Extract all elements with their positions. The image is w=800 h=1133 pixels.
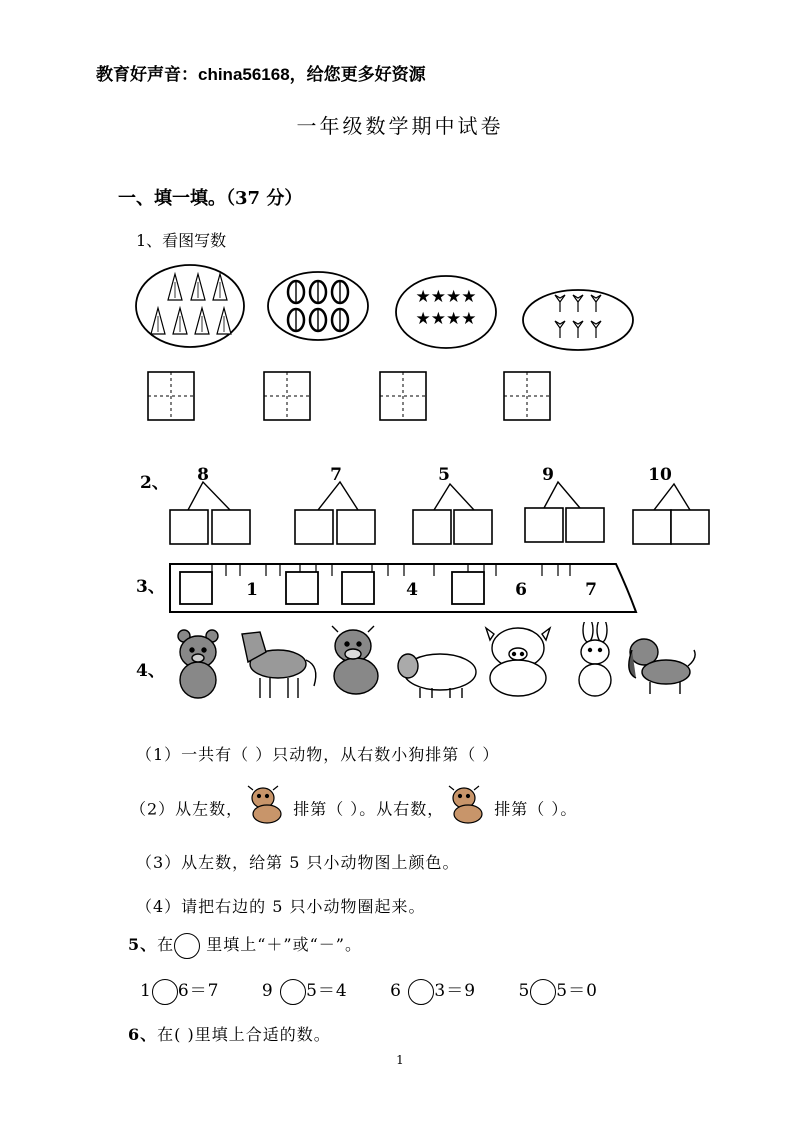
- ruler-number: 6: [515, 580, 527, 600]
- q2-box-left[interactable]: [170, 510, 208, 544]
- q2-number: 9: [542, 465, 554, 485]
- sheep-icon: [398, 654, 476, 698]
- q6-heading: [128, 1022, 331, 1045]
- q2-box-right[interactable]: [212, 510, 250, 544]
- q3-ruler: [166, 560, 642, 618]
- q2-split-diagrams: [160, 462, 720, 552]
- section-heading: 一、填一填。（37 分）: [118, 188, 303, 209]
- q2-label: 2、: [140, 473, 169, 493]
- q2-number: 10: [648, 465, 672, 485]
- ruler-number: 1: [246, 580, 258, 600]
- bamboo-shoot-group: [136, 265, 244, 347]
- equation: 1 6＝7: [140, 981, 226, 1001]
- horse-icon: [242, 632, 316, 698]
- ruler-box[interactable]: [452, 572, 484, 604]
- star-group: [396, 276, 496, 348]
- ruler-number: 7: [585, 580, 597, 600]
- ruler-box[interactable]: [180, 572, 212, 604]
- flower-group: [523, 290, 633, 350]
- q4-sub4: （4）请把右边的 5 只小动物圈起来。: [136, 897, 426, 916]
- operator-circle[interactable]: [152, 979, 178, 1005]
- q5-text-b: 里填上“＋”或“－”。: [200, 935, 362, 954]
- q2-box-left[interactable]: [413, 510, 451, 544]
- flower-icon: [555, 295, 565, 312]
- header-note: 教育好声音：china56168，给您更多好资源: [96, 65, 426, 84]
- q2-number: 8: [197, 465, 209, 485]
- q2-box-right[interactable]: [671, 510, 709, 544]
- dog-icon: [629, 639, 695, 694]
- rabbit-icon: [579, 622, 611, 696]
- flower-icon: [591, 321, 601, 338]
- ruler-number: 4: [406, 580, 418, 600]
- q3-label: 3、: [136, 577, 165, 597]
- cow-icon: [444, 796, 494, 824]
- q2-box-right[interactable]: [566, 508, 604, 542]
- bear-icon: [178, 630, 218, 698]
- q4-sub1: （1）一共有（ ）只动物，从右数小狗排第（ ）: [136, 745, 500, 764]
- q2-box-left[interactable]: [633, 510, 671, 544]
- q2-box-left[interactable]: [525, 508, 563, 542]
- q1-label: 1、看图写数: [136, 231, 227, 250]
- operator-circle[interactable]: [280, 979, 306, 1005]
- q4-sub2-part-b: 排第（ ）。从右数，: [293, 799, 445, 819]
- page-number: 1: [396, 1053, 404, 1067]
- operator-circle[interactable]: [408, 979, 434, 1005]
- q2-number: 7: [330, 465, 342, 485]
- q5-heading: [128, 932, 362, 959]
- ruler-box[interactable]: [286, 572, 318, 604]
- ruler-box[interactable]: [342, 572, 374, 604]
- q1-answer-boxes: [140, 368, 560, 426]
- q2-box-right[interactable]: [454, 510, 492, 544]
- drum-group: [268, 272, 368, 340]
- q4-sub2-part-c: 排第（ ）。: [494, 799, 578, 819]
- flower-icon: [573, 295, 583, 312]
- circle-icon: [174, 933, 200, 959]
- pig-icon: [486, 628, 550, 696]
- q2-box-right[interactable]: [337, 510, 375, 544]
- q2-box-left[interactable]: [295, 510, 333, 544]
- flower-icon: [555, 321, 565, 338]
- q5-number: 5、: [128, 935, 158, 954]
- flower-icon: [573, 321, 583, 338]
- q6-text: 在( )里填上合适的数。: [157, 1025, 331, 1044]
- page-title: 一年级数学期中试卷: [296, 114, 504, 138]
- operator-circle[interactable]: [530, 979, 556, 1005]
- star-icon: ★★★★: [415, 287, 477, 307]
- q4-sub2: [130, 796, 577, 824]
- equation: 9 5＝4: [262, 981, 354, 1001]
- cow-icon: [332, 626, 378, 694]
- q4-sub2-part-a: （2）从左数，: [130, 799, 244, 819]
- q5-equations: [140, 976, 598, 1005]
- q4-label: 4、: [136, 661, 165, 681]
- q4-animal-row: [168, 622, 698, 702]
- star-icon: ★★★★: [415, 309, 477, 329]
- flower-icon: [591, 295, 601, 312]
- q6-number: 6、: [128, 1025, 158, 1044]
- q1-picture-groups: [130, 262, 650, 362]
- equation: 6 3＝9: [390, 981, 482, 1001]
- q4-sub3: （3）从左数，给第 5 只小动物图上颜色。: [136, 853, 460, 872]
- cow-icon: [243, 796, 293, 824]
- q5-text-a: 在: [157, 935, 175, 954]
- q2-number: 5: [438, 465, 450, 485]
- equation: 5 5＝0: [518, 981, 597, 1001]
